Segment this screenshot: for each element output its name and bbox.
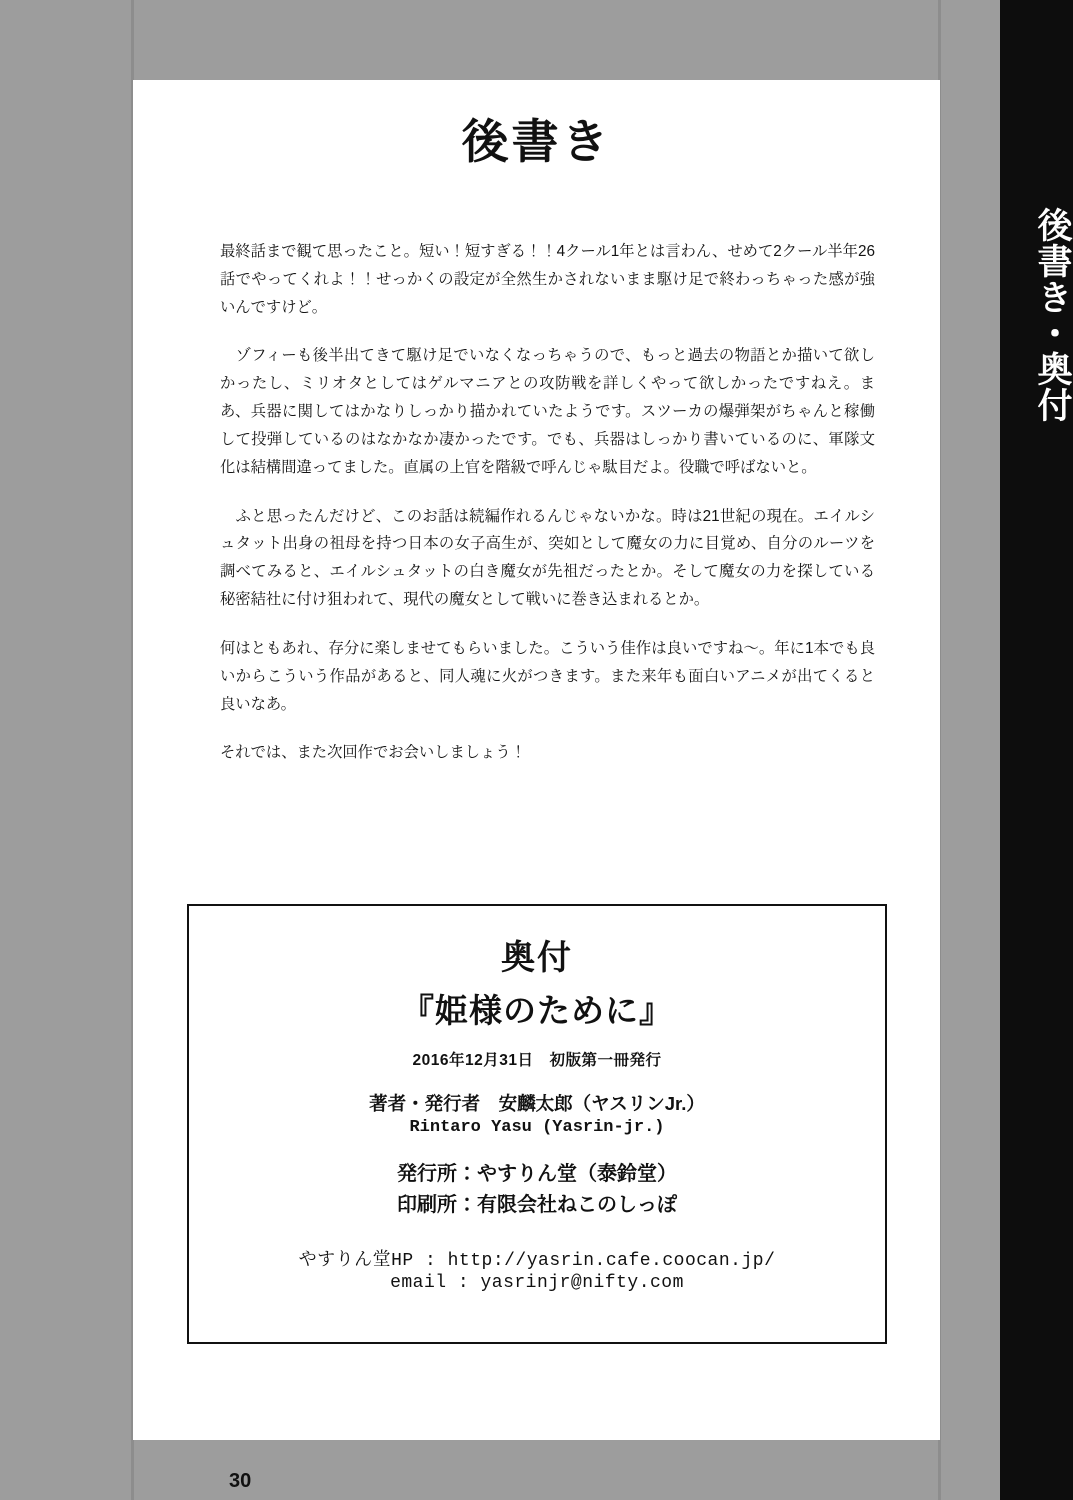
colophon-printer: 印刷所：有限会社ねこのしっぽ	[397, 1194, 677, 1216]
colophon-publisher: 発行所：やすりん堂（泰鈴堂）	[397, 1163, 677, 1185]
colophon-box	[187, 904, 887, 1344]
colophon-heading: 奥付	[501, 939, 573, 977]
section-tab-label: 後書き・奥付	[1033, 207, 1072, 423]
afterword-paragraph: ふと思ったんだけど、このお話は続編作れるんじゃないかな。時は21世紀の現在。エイルシュタット出身の祖母を持つ日本の女子高生が、突如として魔女の力に目覚め、自分のルーツを調べてみると、エイルシュタットの白き魔女が先祖だったとか。そして魔女の力を探している秘密結社に付け狙われて、現代の魔女として戦いに巻き込まれるとか。	[220, 507, 875, 609]
colophon-author: 著者・発行者 安麟太郎（ヤスリンJr.）	[369, 1093, 705, 1114]
colophon-author-romaji: Rintaro Yasu (Yasrin-jr.)	[409, 1118, 665, 1137]
afterword-paragraph: それでは、また次回作でお会いしましょう！	[220, 744, 526, 762]
page-content-area	[133, 80, 940, 1492]
colophon-homepage: やすりん堂HP : http://yasrin.cafe.coocan.jp/	[298, 1251, 776, 1271]
colophon-work-title: 『姫様のために』	[401, 992, 673, 1029]
page-title: 後書き	[461, 115, 612, 168]
colophon-email: email : yasrinjr@nifty.com	[390, 1273, 684, 1293]
afterword-body	[220, 238, 875, 788]
colophon-date: 2016年12月31日 初版第一冊発行	[412, 1052, 662, 1069]
section-tab-band	[1000, 0, 1073, 1500]
afterword-paragraph: ゾフィーも後半出てきて駆け足でいなくなっちゃうので、もっと過去の物語とか描いて欲しかったし、ミリオタとしてはゲルマニアとの攻防戦を詳しくやって欲しかったですねえ。まあ、兵器に関してはかなりしっかり描かれていたようです。スツーカの爆弾架がちゃんと稼働して投弾しているのはなかなか凄かったです。でも、兵器はしっかり書いているのに、軍隊文化は結構間違ってました。直属の上官を階級で呼んじゃ駄目だよ。役職で呼ばないと。	[220, 347, 875, 476]
afterword-paragraph: 何はともあれ、存分に楽しませてもらいました。こういう佳作は良いですね〜。年に1本でも良いからこういう作品があると、同人魂に火がつきます。また来年も面白いアニメが出てくると良いなあ。	[220, 639, 875, 713]
page-number: 30	[229, 1470, 252, 1492]
afterword-paragraph: 最終話まで観て思ったこと。短い！短すぎる！！4クール1年とは言わん、せめて2クール半年26話でやってくれよ！！せっかくの設定が全然生かされないまま駆け足で終わっちゃった感が強いんですけど。	[220, 243, 875, 316]
